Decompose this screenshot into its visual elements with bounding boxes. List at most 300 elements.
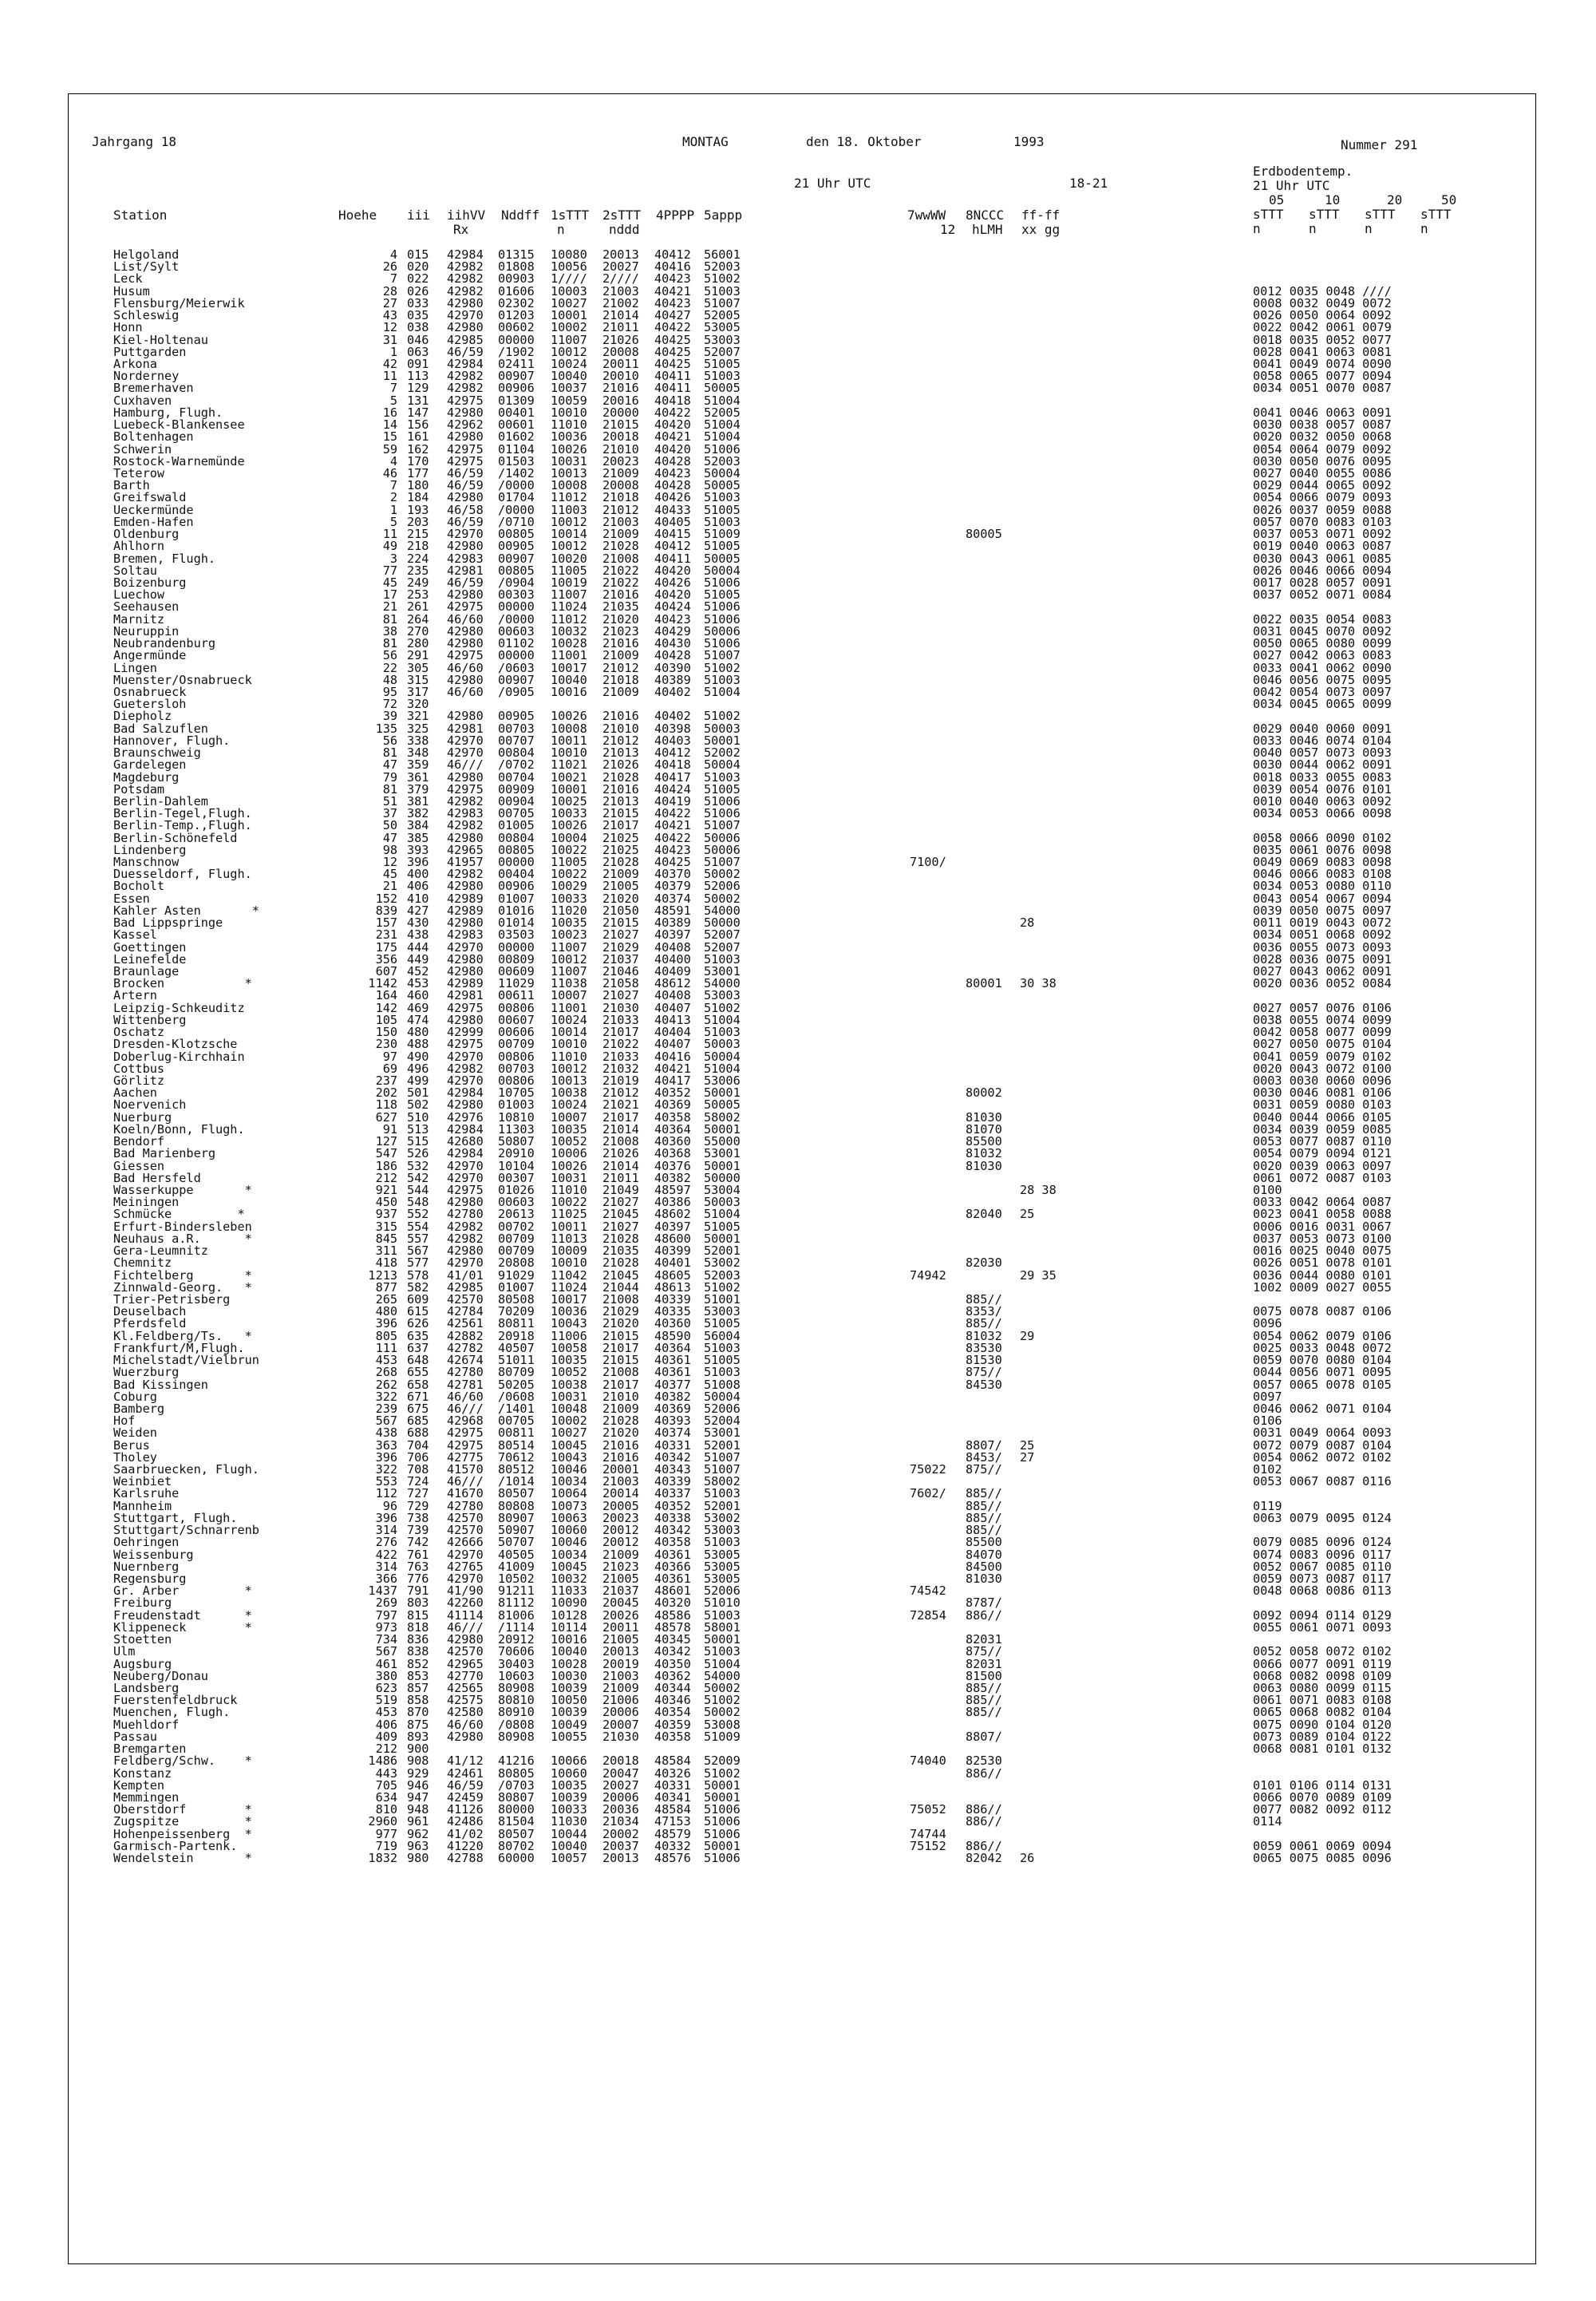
cell-iihvv: 42982 xyxy=(447,271,484,287)
cell-t2: 21015 xyxy=(602,806,639,821)
cell-t1: 10049 xyxy=(551,1717,587,1732)
cell-a: 53004 xyxy=(704,1182,741,1197)
cell-iihvv: 42968 xyxy=(447,1413,484,1429)
cell-ncc: 875// xyxy=(966,1462,1002,1477)
cell-iii: 818 xyxy=(407,1619,429,1635)
cell-ex: 0046 0056 0075 0095 xyxy=(1253,672,1392,687)
cell-nddff: /0904 xyxy=(498,575,535,590)
cell-iihvv: 42980 xyxy=(447,1097,484,1113)
cell-iii: 502 xyxy=(407,1097,429,1113)
cell-name: Greifswald xyxy=(113,490,187,505)
cell-name: Pferdsfeld xyxy=(113,1316,187,1331)
cell-iihvv: 42983 xyxy=(447,927,484,943)
cell-name: Potsdam xyxy=(113,781,165,797)
cell-ncc: 875// xyxy=(966,1644,1002,1659)
cell-ncc: 81032 xyxy=(966,1328,1002,1343)
cell-nddff: 00707 xyxy=(498,733,535,748)
cell-t1: 10040 xyxy=(551,369,587,384)
cell-nddff: 02411 xyxy=(498,357,535,371)
cell-name: Luebeck-Blankensee xyxy=(113,417,245,433)
cell-name: Teterow xyxy=(113,466,165,480)
cell-nddff: /0000 xyxy=(498,502,535,517)
cell-t1: 10052 xyxy=(551,1134,587,1149)
cell-ex: 0042 0058 0077 0099 xyxy=(1253,1025,1392,1040)
cell-p: 40393 xyxy=(654,1413,691,1429)
cell-name: Weissenburg xyxy=(113,1547,194,1562)
cell-a: 51003 xyxy=(704,1535,741,1550)
cell-iihvv: 42975 xyxy=(447,1182,484,1197)
cell-iii: 320 xyxy=(407,697,429,712)
cell-ncc: 84500 xyxy=(966,1559,1002,1574)
cell-nddff: 50707 xyxy=(498,1535,535,1550)
cell-t1: 10013 xyxy=(551,1073,587,1088)
cell-iihvv: 46/// xyxy=(447,757,484,773)
cell-h: 96 xyxy=(382,1498,397,1513)
cell-p: 40407 xyxy=(654,1037,691,1052)
cell-t1: 11007 xyxy=(551,964,587,979)
cell-t2: 21011 xyxy=(602,1170,639,1185)
cell-iihvv: 42982 xyxy=(447,1061,484,1076)
cell-t1: 11003 xyxy=(551,502,587,517)
cell-iii: 980 xyxy=(407,1851,429,1865)
cell-name: Doberlug-Kirchhain xyxy=(113,1049,245,1064)
cell-iii: 379 xyxy=(407,781,429,797)
cell-iii: 671 xyxy=(407,1389,429,1404)
cell-p: 40422 xyxy=(654,320,691,335)
cell-h: 839 xyxy=(375,903,397,918)
cell-t1: 10013 xyxy=(551,466,587,480)
cell-t2: 20019 xyxy=(602,1656,639,1671)
cell-a: 51002 xyxy=(704,709,741,724)
cell-ff: 27 xyxy=(1020,1449,1035,1465)
cell-nddff: 80907 xyxy=(498,1510,535,1525)
cell-t2: 21026 xyxy=(602,1146,639,1161)
cell-t1: 10046 xyxy=(551,1535,587,1550)
cell-h: 797 xyxy=(375,1607,397,1623)
cell-ex: 0020 0032 0050 0068 xyxy=(1253,429,1392,445)
cell-iihvv: 42788 xyxy=(447,1851,484,1865)
cell-iihvv: 42989 xyxy=(447,903,484,918)
cell-nddff: 00603 xyxy=(498,1195,535,1210)
cell-p: 40369 xyxy=(654,1401,691,1416)
cell-a: 50001 xyxy=(704,1158,741,1173)
cell-name: Bad Salzuflen xyxy=(113,721,208,736)
cell-t1: 10026 xyxy=(551,709,587,724)
cell-t1: 10026 xyxy=(551,441,587,457)
cell-t2: 21015 xyxy=(602,1353,639,1367)
cell-ex: 0031 0049 0064 0093 xyxy=(1253,1425,1392,1441)
cell-ex: 0033 0046 0074 0104 xyxy=(1253,733,1392,748)
cell-iihvv: 42980 xyxy=(447,490,484,505)
cell-a: 52003 xyxy=(704,259,741,275)
cell-p: 40427 xyxy=(654,308,691,323)
cell-name: Seehausen xyxy=(113,599,180,615)
cell-ex: 0038 0055 0074 0099 xyxy=(1253,1012,1392,1027)
cell-name: Freudenstadt * xyxy=(113,1607,252,1623)
cell-t2: 20006 xyxy=(602,1789,639,1805)
cell-ex: 0027 0040 0055 0086 xyxy=(1253,466,1392,480)
col-iii: iii xyxy=(407,208,430,223)
cell-t2: 21013 xyxy=(602,793,639,809)
cell-ex: 0033 0042 0064 0087 xyxy=(1253,1195,1392,1210)
cell-iii: 410 xyxy=(407,891,429,906)
cell-ex: 0022 0042 0061 0079 xyxy=(1253,320,1392,335)
cell-t2: 21026 xyxy=(602,757,639,773)
cell-iihvv: 41220 xyxy=(447,1838,484,1853)
cell-a: 51001 xyxy=(704,1291,741,1307)
cell-a: 51005 xyxy=(704,781,741,797)
cell-iii: 406 xyxy=(407,879,429,894)
cell-t1: 10044 xyxy=(551,1826,587,1841)
cell-a: 51006 xyxy=(704,599,741,615)
cell-p: 40342 xyxy=(654,1644,691,1659)
cell-nddff: 80702 xyxy=(498,1838,535,1853)
cell-t2: 21027 xyxy=(602,1195,639,1210)
col-nddff: Nddff xyxy=(501,208,540,223)
cell-a: 50006 xyxy=(704,842,741,857)
cell-name: Gr. Arber * xyxy=(113,1583,252,1599)
cell-t1: 10010 xyxy=(551,1255,587,1271)
cell-h: 322 xyxy=(375,1462,397,1477)
cell-iihvv: 42984 xyxy=(447,357,484,371)
cell-a: 51004 xyxy=(704,429,741,445)
cell-nddff: 41009 xyxy=(498,1559,535,1574)
table-row xyxy=(0,1306,1596,1318)
cell-h: 1 xyxy=(389,502,397,517)
cell-p: 40350 xyxy=(654,1656,691,1671)
cell-iii: 635 xyxy=(407,1328,429,1343)
cell-h: 175 xyxy=(375,939,397,955)
cell-a: 50002 xyxy=(704,1705,741,1720)
cell-name: Angermünde xyxy=(113,648,187,663)
cell-p: 40401 xyxy=(654,1255,691,1271)
cell-t2: 20008 xyxy=(602,344,639,359)
cell-h: 212 xyxy=(375,1170,397,1185)
cell-a: 52007 xyxy=(704,939,741,955)
cell-iihvv: 42970 xyxy=(447,308,484,323)
cell-nddff: 80908 xyxy=(498,1729,535,1744)
cell-nddff: 80811 xyxy=(498,1316,535,1331)
cell-iihvv: 42570 xyxy=(447,1644,484,1659)
cell-p: 48584 xyxy=(654,1802,691,1817)
cell-t2: 20001 xyxy=(602,1462,639,1477)
cell-iihvv: 42980 xyxy=(447,1195,484,1210)
cell-name: Memmingen xyxy=(113,1789,180,1805)
cell-ex: 0020 0043 0072 0100 xyxy=(1253,1061,1392,1076)
cell-nddff: 50205 xyxy=(498,1377,535,1392)
cell-iii: 515 xyxy=(407,1134,429,1149)
cell-t2: 21030 xyxy=(602,1000,639,1015)
cell-h: 47 xyxy=(382,757,397,773)
cell-name: Goettingen xyxy=(113,939,187,955)
cell-ex: 0016 0025 0040 0075 xyxy=(1253,1243,1392,1258)
cell-t1: 10037 xyxy=(551,381,587,396)
cell-ex: 0017 0028 0057 0091 xyxy=(1253,575,1392,590)
cell-ex: 0031 0059 0080 0103 xyxy=(1253,1097,1392,1113)
cell-ex: 0006 0016 0031 0067 xyxy=(1253,1219,1392,1234)
cell-t1: 10031 xyxy=(551,1389,587,1404)
cell-ex: 0011 0019 0043 0072 xyxy=(1253,915,1392,931)
cell-t2: 21035 xyxy=(602,1243,639,1258)
cell-h: 150 xyxy=(375,1025,397,1040)
cell-t2: 20018 xyxy=(602,429,639,445)
cell-iii: 385 xyxy=(407,830,429,845)
cell-h: 11 xyxy=(382,527,397,542)
cell-h: 237 xyxy=(375,1073,397,1088)
cell-name: Brocken * xyxy=(113,976,252,991)
cell-h: 31 xyxy=(382,332,397,347)
cell-ex: 0054 0079 0094 0121 xyxy=(1253,1146,1392,1161)
cell-p: 40423 xyxy=(654,271,691,287)
cell-a: 50001 xyxy=(704,1777,741,1793)
cell-iihvv: 42882 xyxy=(447,1328,484,1343)
cell-iihvv: 42980 xyxy=(447,1632,484,1647)
cell-iii: 177 xyxy=(407,466,429,480)
cell-t2: 21017 xyxy=(602,1377,639,1392)
cell-iii: 348 xyxy=(407,745,429,760)
cell-a: 52006 xyxy=(704,879,741,894)
cell-p: 40417 xyxy=(654,1073,691,1088)
cell-iii: 858 xyxy=(407,1693,429,1708)
cell-iii: 532 xyxy=(407,1158,429,1173)
cell-h: 51 xyxy=(382,793,397,809)
cell-ex: 0018 0033 0055 0083 xyxy=(1253,769,1392,785)
cell-t2: 20005 xyxy=(602,1498,639,1513)
cell-iihvv: 42980 xyxy=(447,915,484,931)
cell-iii: 038 xyxy=(407,320,429,335)
cell-t1: 10028 xyxy=(551,636,587,650)
cell-t1: 10022 xyxy=(551,842,587,857)
cell-iii: 554 xyxy=(407,1219,429,1234)
cell-t2: 21002 xyxy=(602,295,639,310)
cell-ex: 0073 0089 0104 0122 xyxy=(1253,1729,1392,1744)
cell-ex: 0036 0044 0080 0101 xyxy=(1253,1267,1392,1283)
cell-iihvv: 42780 xyxy=(447,1207,484,1222)
cell-t2: 20011 xyxy=(602,1619,639,1635)
cell-t2: 21028 xyxy=(602,855,639,869)
cell-h: 276 xyxy=(375,1535,397,1550)
cell-name: Ulm xyxy=(113,1644,136,1659)
cell-ex: 0053 0077 0087 0110 xyxy=(1253,1134,1392,1149)
cell-a: 51010 xyxy=(704,1595,741,1611)
cell-nddff: 80507 xyxy=(498,1826,535,1841)
cell-h: 4 xyxy=(389,247,397,262)
cell-ex: 0102 xyxy=(1253,1462,1282,1477)
cell-ff: 29 xyxy=(1020,1328,1035,1343)
cell-nddff: 00000 xyxy=(498,855,535,869)
cell-a: 54000 xyxy=(704,903,741,918)
cell-t1: 10008 xyxy=(551,721,587,736)
cell-p: 40370 xyxy=(654,867,691,882)
cell-nddff: 11303 xyxy=(498,1121,535,1137)
cell-iihvv: 42980 xyxy=(447,636,484,650)
cell-ex: 0012 0035 0048 //// xyxy=(1253,283,1392,298)
cell-t2: 21005 xyxy=(602,879,639,894)
cell-h: 135 xyxy=(375,721,397,736)
cell-h: 921 xyxy=(375,1182,397,1197)
cell-nddff: /1401 xyxy=(498,1401,535,1416)
cell-t2: 20023 xyxy=(602,1510,639,1525)
cell-name: Berlin-Tegel,Flugh. xyxy=(113,806,252,821)
cell-iii: 552 xyxy=(407,1207,429,1222)
cell-t1: 10040 xyxy=(551,1838,587,1853)
cell-iii: 853 xyxy=(407,1668,429,1683)
cell-p: 40433 xyxy=(654,502,691,517)
cell-h: 380 xyxy=(375,1668,397,1683)
cell-p: 40358 xyxy=(654,1109,691,1125)
cell-p: 40419 xyxy=(654,793,691,809)
cell-t2: 21018 xyxy=(602,490,639,505)
cell-p: 48584 xyxy=(654,1753,691,1769)
cell-a: 51006 xyxy=(704,1851,741,1865)
cell-name: Cottbus xyxy=(113,1061,165,1076)
cell-iihvv: 42260 xyxy=(447,1595,484,1611)
cell-p: 40421 xyxy=(654,283,691,298)
cell-iii: 035 xyxy=(407,308,429,323)
cell-a: 51006 xyxy=(704,806,741,821)
cell-h: 231 xyxy=(375,927,397,943)
cell-iii: 325 xyxy=(407,721,429,736)
cell-name: Schwerin xyxy=(113,441,172,457)
cell-t2: 21037 xyxy=(602,951,639,967)
cell-t2: 21020 xyxy=(602,1316,639,1331)
cell-a: 50006 xyxy=(704,623,741,639)
cell-ex: 0106 xyxy=(1253,1413,1282,1429)
table-row xyxy=(0,249,1596,261)
cell-ex: 0030 0044 0062 0091 xyxy=(1253,757,1392,773)
cell-iii: 708 xyxy=(407,1462,429,1477)
cell-t1: 10032 xyxy=(551,623,587,639)
cell-t2: 21008 xyxy=(602,551,639,566)
cell-a: 51006 xyxy=(704,575,741,590)
cell-iihvv: 42980 xyxy=(447,429,484,445)
cell-iihvv: 42980 xyxy=(447,769,484,785)
cell-name: Schleswig xyxy=(113,308,180,323)
cell-h: 937 xyxy=(375,1207,397,1222)
cell-t1: 10033 xyxy=(551,1802,587,1817)
cell-t2: 21022 xyxy=(602,575,639,590)
cell-iihvv: 42765 xyxy=(447,1559,484,1574)
cell-iihvv: 42980 xyxy=(447,672,484,687)
cell-h: 461 xyxy=(375,1656,397,1671)
cell-t1: 10039 xyxy=(551,1705,587,1720)
cell-a: 51003 xyxy=(704,1486,741,1501)
cell-name: Stuttgart, Flugh. xyxy=(113,1510,238,1525)
cell-h: 265 xyxy=(375,1291,397,1307)
cell-name: Diepholz xyxy=(113,709,172,724)
cell-p: 48578 xyxy=(654,1619,691,1635)
cell-iii: 962 xyxy=(407,1826,429,1841)
cell-h: 152 xyxy=(375,891,397,906)
cell-h: 269 xyxy=(375,1595,397,1611)
cell-ex: 0049 0069 0083 0098 xyxy=(1253,855,1392,869)
cell-a: 50001 xyxy=(704,1789,741,1805)
cell-iihvv: 42982 xyxy=(447,283,484,298)
cell-name: Coburg xyxy=(113,1389,157,1404)
cell-t2: 20026 xyxy=(602,1607,639,1623)
cell-t1: 10060 xyxy=(551,1523,587,1538)
cell-ex: 0037 0053 0071 0092 xyxy=(1253,527,1392,542)
cell-iii: 609 xyxy=(407,1291,429,1307)
cell-name: Osnabrueck xyxy=(113,684,187,699)
cell-nddff: 70612 xyxy=(498,1449,535,1465)
cell-ex: 0034 0053 0066 0098 xyxy=(1253,806,1392,821)
cell-nddff: 70606 xyxy=(498,1644,535,1659)
cell-t1: 10011 xyxy=(551,1219,587,1234)
cell-iihvv: 46/60 xyxy=(447,1389,484,1404)
cell-nddff: 50907 xyxy=(498,1523,535,1538)
col-1sttt: 1sTTT xyxy=(551,208,590,223)
cell-iihvv: 42984 xyxy=(447,247,484,262)
cell-t1: 10012 xyxy=(551,344,587,359)
cell-ncc: 886// xyxy=(966,1765,1002,1781)
cell-name: Honn xyxy=(113,320,143,335)
cell-a: 51003 xyxy=(704,1340,741,1355)
cell-nddff: 01003 xyxy=(498,1097,535,1113)
cell-iii: 857 xyxy=(407,1681,429,1695)
cell-iii: 688 xyxy=(407,1425,429,1441)
cell-p: 40344 xyxy=(654,1681,691,1695)
cell-h: 2960 xyxy=(368,1814,397,1829)
cell-ncc: 81030 xyxy=(966,1572,1002,1586)
cell-iii: 648 xyxy=(407,1353,429,1367)
cell-a: 50005 xyxy=(704,381,741,396)
cell-iihvv: 42780 xyxy=(447,1365,484,1380)
cell-p: 40361 xyxy=(654,1353,691,1367)
cell-name: Braunlage xyxy=(113,964,180,979)
cell-h: 12 xyxy=(382,320,397,335)
cell-iii: 704 xyxy=(407,1437,429,1453)
cell-ex: 0097 xyxy=(1253,1389,1282,1404)
cell-nddff: 01203 xyxy=(498,308,535,323)
cell-iii: 615 xyxy=(407,1304,429,1319)
cell-w: 75052 xyxy=(910,1802,946,1817)
cell-name: Deuselbach xyxy=(113,1304,187,1319)
cell-ncc: 82042 xyxy=(966,1851,1002,1865)
cell-name: Stuttgart/Schnarrenb xyxy=(113,1523,259,1538)
cell-name: Arkona xyxy=(113,357,157,371)
cell-p: 40399 xyxy=(654,1243,691,1258)
cell-h: 607 xyxy=(375,964,397,979)
cell-ex: 0028 0036 0075 0091 xyxy=(1253,951,1392,967)
cell-p: 40430 xyxy=(654,636,691,650)
cell-h: 164 xyxy=(375,988,397,1003)
cell-iii: 776 xyxy=(407,1572,429,1586)
cell-iihvv: 42980 xyxy=(447,539,484,554)
cell-p: 40416 xyxy=(654,1049,691,1064)
cell-iii: 184 xyxy=(407,490,429,505)
cell-ex: 0036 0055 0073 0093 xyxy=(1253,939,1392,955)
cell-iii: 836 xyxy=(407,1632,429,1647)
cell-name: Schmücke * xyxy=(113,1207,245,1222)
cell-t2: 20014 xyxy=(602,1486,639,1501)
cell-ex: 0058 0066 0090 0102 xyxy=(1253,830,1392,845)
cell-t1: 11010 xyxy=(551,1182,587,1197)
cell-a: 52001 xyxy=(704,1437,741,1453)
col-8nccc: 8NCCC xyxy=(966,208,1005,223)
table-row xyxy=(0,1279,1596,1295)
cell-ex: 0077 0082 0092 0112 xyxy=(1253,1802,1392,1817)
cell-iii: 946 xyxy=(407,1777,429,1793)
cell-ex: 0003 0030 0060 0096 xyxy=(1253,1073,1392,1088)
cell-p: 40397 xyxy=(654,927,691,943)
cell-h: 46 xyxy=(382,466,397,480)
cell-nddff: 00809 xyxy=(498,951,535,967)
cell-name: Trier-Petrisberg xyxy=(113,1291,231,1307)
cell-name: Lindenberg xyxy=(113,842,187,857)
cell-a: 53001 xyxy=(704,1146,741,1161)
cell-iihvv: 42981 xyxy=(447,563,484,578)
